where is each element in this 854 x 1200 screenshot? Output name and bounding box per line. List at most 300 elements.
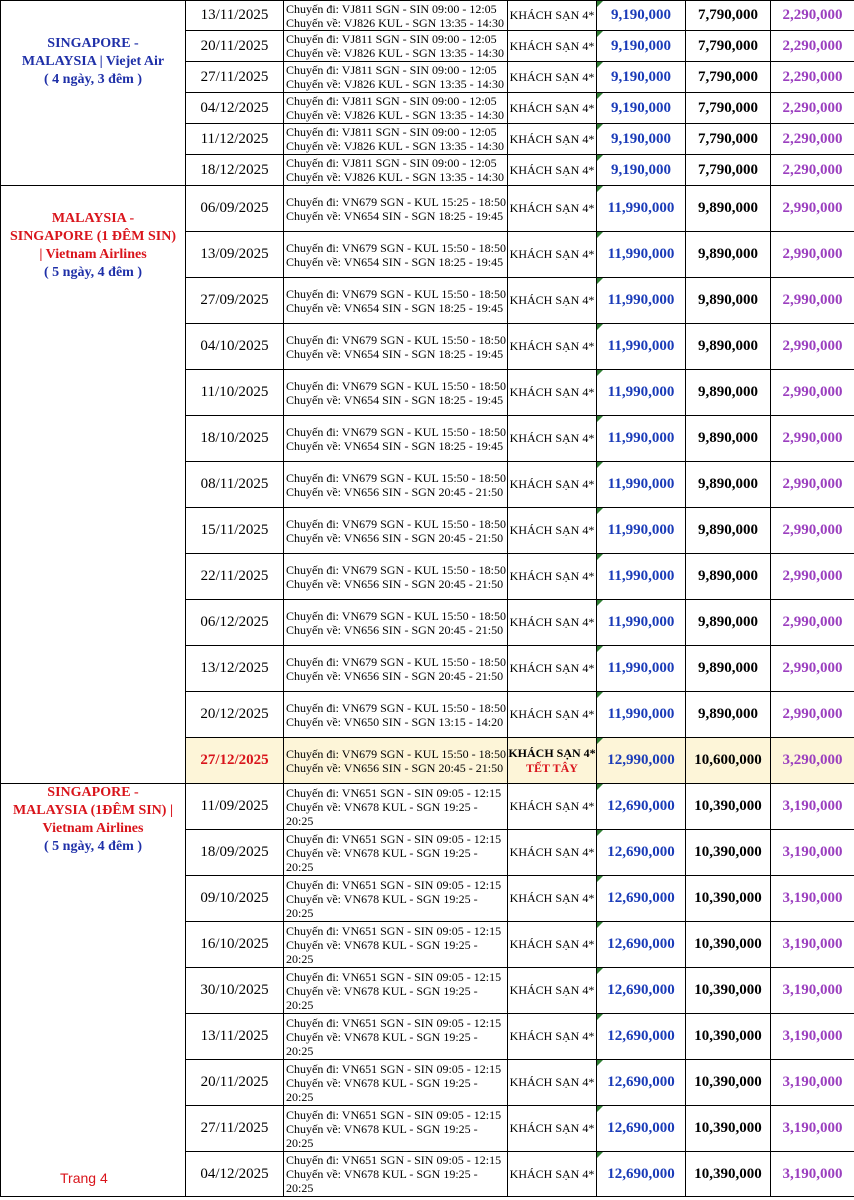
price-single-supplement: 2,990,000 xyxy=(771,324,854,370)
return-flight: Chuyến về: VN654 SIN - SGN 18:25 - 19:45 xyxy=(286,392,504,407)
tour-duration: ( 5 ngày, 4 đêm ) xyxy=(44,839,142,854)
departure-date: 11/12/2025 xyxy=(186,124,284,155)
departure-date: 04/12/2025 xyxy=(186,93,284,124)
return-flight: Chuyến về: VN656 SIN - SGN 20:45 - 21:50 xyxy=(286,576,504,591)
flight-info xyxy=(284,124,508,155)
price-single-supplement: 2,990,000 xyxy=(771,646,854,692)
return-flight-cont: 20:25 xyxy=(286,997,314,1012)
price-single-supplement: 2,290,000 xyxy=(771,31,854,62)
departure-date: 27/11/2025 xyxy=(186,62,284,93)
price-adult xyxy=(597,155,686,186)
hotel-label: KHÁCH SẠN 4* xyxy=(509,845,595,859)
price-adult xyxy=(597,738,686,784)
price-single-supplement: 3,190,000 xyxy=(771,922,854,968)
comment-marker-icon xyxy=(597,31,603,37)
hotel-label: KHÁCH SẠN 4* xyxy=(509,201,595,215)
price-single-supplement: 2,290,000 xyxy=(771,62,854,93)
return-flight: Chuyến về: VN678 KUL - SGN 19:25 - xyxy=(286,1029,478,1044)
price-single-supplement: 3,190,000 xyxy=(771,876,854,922)
hotel-label: KHÁCH SẠN 4* xyxy=(509,385,595,399)
comment-marker-icon xyxy=(597,155,603,161)
tour-name-line: SINGAPORE - xyxy=(47,36,139,51)
return-flight: Chuyến về: VN656 SIN - SGN 20:45 - 21:50 xyxy=(286,622,504,637)
price-adult-value: 9,190,000 xyxy=(611,130,671,147)
price-adult xyxy=(597,1014,686,1060)
price-adult xyxy=(597,1106,686,1152)
price-child: 9,890,000 xyxy=(686,646,771,692)
price-adult xyxy=(597,554,686,600)
price-adult xyxy=(597,186,686,232)
price-adult xyxy=(597,876,686,922)
comment-marker-icon xyxy=(597,600,603,606)
price-adult xyxy=(597,508,686,554)
price-adult-value: 12,690,000 xyxy=(607,1120,675,1136)
comment-marker-icon xyxy=(597,876,603,882)
return-flight: Chuyến về: VN654 SIN - SGN 18:25 - 19:45 xyxy=(286,254,504,269)
flight-info xyxy=(284,370,508,416)
price-child: 10,390,000 xyxy=(686,876,771,922)
return-flight: Chuyến về: VN678 KUL - SGN 19:25 - xyxy=(286,1121,478,1136)
hotel-class xyxy=(508,370,597,416)
tour-airline: | Vietnam Airlines xyxy=(39,247,147,262)
tour-airline: Vietnam Airlines xyxy=(42,821,144,836)
hotel-label: KHÁCH SẠN 4* xyxy=(509,8,595,22)
flight-info xyxy=(284,738,508,784)
price-adult xyxy=(597,31,686,62)
price-adult xyxy=(597,600,686,646)
hotel-class xyxy=(508,876,597,922)
flight-info xyxy=(284,462,508,508)
comment-marker-icon xyxy=(597,416,603,422)
price-adult xyxy=(597,232,686,278)
hotel-label: KHÁCH SẠN 4* xyxy=(509,1075,595,1089)
price-single-supplement: 3,190,000 xyxy=(771,830,854,876)
price-child: 10,390,000 xyxy=(686,1014,771,1060)
price-adult xyxy=(597,62,686,93)
price-child: 9,890,000 xyxy=(686,508,771,554)
price-single-supplement: 3,190,000 xyxy=(771,784,854,830)
flight-info xyxy=(284,1,508,31)
flight-info xyxy=(284,1106,508,1152)
outbound-flight: Chuyến đi: VN679 SGN - KUL 15:50 - 18:50 xyxy=(286,516,506,531)
departure-date: 18/09/2025 xyxy=(186,830,284,876)
comment-marker-icon xyxy=(597,324,603,330)
flight-info xyxy=(284,31,508,62)
price-child: 7,790,000 xyxy=(686,155,771,186)
price-child: 9,890,000 xyxy=(686,462,771,508)
hotel-class xyxy=(508,922,597,968)
tour-name-line: SINGAPORE - xyxy=(47,785,139,800)
return-flight: Chuyến về: VN678 KUL - SGN 19:25 - xyxy=(286,799,478,814)
outbound-flight: Chuyến đi: VN651 SGN - SIN 09:05 - 12:15 xyxy=(286,1061,502,1076)
price-child: 10,390,000 xyxy=(686,968,771,1014)
return-flight: Chuyến về: VJ826 KUL - SGN 13:35 - 14:30 xyxy=(286,139,504,153)
return-flight: Chuyến về: VN654 SIN - SGN 18:25 - 19:45 xyxy=(286,208,504,223)
flight-info xyxy=(284,600,508,646)
return-flight: Chuyến về: VN656 SIN - SGN 20:45 - 21:50 xyxy=(286,484,504,499)
price-single-supplement: 2,290,000 xyxy=(771,1,854,31)
flight-info xyxy=(284,784,508,830)
outbound-flight: Chuyến đi: VN679 SGN - KUL 15:50 - 18:50 xyxy=(286,746,506,761)
price-child: 10,600,000 xyxy=(686,738,771,784)
hotel-class xyxy=(508,31,597,62)
price-adult-value: 12,990,000 xyxy=(607,752,675,768)
return-flight: Chuyến về: VJ826 KUL - SGN 13:35 - 14:30 xyxy=(286,170,504,184)
hotel-label: KHÁCH SẠN 4* xyxy=(509,1121,595,1135)
comment-marker-icon xyxy=(597,830,603,836)
departure-date: 06/12/2025 xyxy=(186,600,284,646)
departure-date: 09/10/2025 xyxy=(186,876,284,922)
comment-marker-icon xyxy=(597,1152,603,1158)
outbound-flight: Chuyến đi: VJ811 SGN - SIN 09:00 - 12:05 xyxy=(286,32,497,46)
return-flight: Chuyến về: VJ826 KUL - SGN 13:35 - 14:30 xyxy=(286,15,504,30)
price-adult-value: 9,190,000 xyxy=(611,161,671,178)
tour-name-line: MALAYSIA - xyxy=(51,211,135,226)
comment-marker-icon xyxy=(597,93,603,99)
price-adult-value: 9,190,000 xyxy=(611,99,671,116)
outbound-flight: Chuyến đi: VN679 SGN - KUL 15:50 - 18:50 xyxy=(286,562,506,577)
price-adult-value: 12,690,000 xyxy=(607,1028,675,1044)
hotel-label: KHÁCH SẠN 4* xyxy=(509,799,595,813)
price-adult-value: 9,190,000 xyxy=(611,7,671,23)
page-number: Trang 4 xyxy=(60,1170,108,1186)
flight-info xyxy=(284,554,508,600)
outbound-flight: Chuyến đi: VN679 SGN - KUL 15:50 - 18:50 xyxy=(286,470,506,485)
outbound-flight: Chuyến đi: VN651 SGN - SIN 09:05 - 12:15 xyxy=(286,1015,502,1030)
return-flight-cont: 20:25 xyxy=(286,905,314,920)
hotel-label: KHÁCH SẠN 4* xyxy=(509,100,595,115)
departure-date: 22/11/2025 xyxy=(186,554,284,600)
hotel-class xyxy=(508,93,597,124)
price-single-supplement: 2,290,000 xyxy=(771,124,854,155)
hotel-label: KHÁCH SẠN 4* xyxy=(509,1166,595,1181)
comment-marker-icon xyxy=(597,922,603,928)
price-single-supplement: 2,990,000 xyxy=(771,692,854,738)
outbound-flight: Chuyến đi: VJ811 SGN - SIN 09:00 - 12:05 xyxy=(286,94,497,108)
return-flight: Chuyến về: VJ826 KUL - SGN 13:35 - 14:30 xyxy=(286,108,504,122)
price-single-supplement: 2,990,000 xyxy=(771,508,854,554)
outbound-flight: Chuyến đi: VJ811 SGN - SIN 09:00 - 12:05 xyxy=(286,63,497,77)
tour-name-line: MALAYSIA | Viejet Air xyxy=(21,54,165,69)
flight-info xyxy=(284,922,508,968)
price-single-supplement: 2,290,000 xyxy=(771,155,854,186)
return-flight: Chuyến về: VN656 SIN - SGN 20:45 - 21:50 xyxy=(286,668,504,683)
flight-info xyxy=(284,278,508,324)
outbound-flight: Chuyến đi: VN651 SGN - SIN 09:05 - 12:15 xyxy=(286,1107,502,1122)
hotel-class xyxy=(508,324,597,370)
price-child: 10,390,000 xyxy=(686,1060,771,1106)
outbound-flight: Chuyến đi: VN651 SGN - SIN 09:05 - 12:15 xyxy=(286,831,502,846)
return-flight-cont: 20:25 xyxy=(286,859,314,874)
return-flight: Chuyến về: VN656 SIN - SGN 20:45 - 21:50 xyxy=(286,760,504,775)
price-adult-value: 11,990,000 xyxy=(607,430,675,446)
price-single-supplement: 2,990,000 xyxy=(771,186,854,232)
return-flight-cont: 20:25 xyxy=(286,1043,314,1058)
price-adult xyxy=(597,93,686,124)
price-single-supplement: 2,990,000 xyxy=(771,232,854,278)
price-adult-value: 12,690,000 xyxy=(607,982,675,998)
comment-marker-icon xyxy=(597,508,603,514)
price-adult-value: 11,990,000 xyxy=(607,384,675,400)
outbound-flight: Chuyến đi: VN679 SGN - KUL 15:50 - 18:50 xyxy=(286,608,506,623)
flight-info xyxy=(284,186,508,232)
outbound-flight: Chuyến đi: VJ811 SGN - SIN 09:00 - 12:05 xyxy=(286,125,497,139)
comment-marker-icon xyxy=(597,1014,603,1020)
departure-date: 27/12/2025 xyxy=(186,738,284,784)
price-child: 10,390,000 xyxy=(686,922,771,968)
price-adult-value: 11,990,000 xyxy=(607,200,675,216)
hotel-label: KHÁCH SẠN 4* xyxy=(509,477,595,491)
flight-info xyxy=(284,1152,508,1197)
return-flight-cont: 20:25 xyxy=(286,813,314,828)
return-flight: Chuyến về: VJ826 KUL - SGN 13:35 - 14:30 xyxy=(286,77,504,91)
price-adult xyxy=(597,830,686,876)
return-flight: Chuyến về: VN656 SIN - SGN 20:45 - 21:50 xyxy=(286,530,504,545)
return-flight-cont: 20:25 xyxy=(286,951,314,966)
price-child: 9,890,000 xyxy=(686,554,771,600)
departure-date: 11/09/2025 xyxy=(186,784,284,830)
price-child: 9,890,000 xyxy=(686,324,771,370)
hotel-class xyxy=(508,186,597,232)
return-flight-cont: 20:25 xyxy=(286,1181,314,1195)
price-single-supplement: 3,290,000 xyxy=(771,738,854,784)
hotel-class xyxy=(508,508,597,554)
price-child: 9,890,000 xyxy=(686,278,771,324)
tour-duration: ( 5 ngày, 4 đêm ) xyxy=(44,265,142,280)
price-child: 7,790,000 xyxy=(686,124,771,155)
comment-marker-icon xyxy=(597,186,603,192)
price-adult-value: 11,990,000 xyxy=(607,246,675,262)
price-child: 10,390,000 xyxy=(686,1106,771,1152)
price-single-supplement: 3,190,000 xyxy=(771,968,854,1014)
hotel-class xyxy=(508,278,597,324)
comment-marker-icon xyxy=(597,370,603,376)
price-adult-value: 12,690,000 xyxy=(607,890,675,906)
tour-name-line: MALAYSIA (1ĐÊM SIN) | xyxy=(12,803,174,818)
tour-name-cell xyxy=(1,784,186,1197)
price-adult-value: 11,990,000 xyxy=(607,476,675,492)
departure-date: 16/10/2025 xyxy=(186,922,284,968)
hotel-class xyxy=(508,600,597,646)
price-child: 7,790,000 xyxy=(686,93,771,124)
price-adult xyxy=(597,1152,686,1197)
price-adult-value: 11,990,000 xyxy=(607,706,675,722)
hotel-label: KHÁCH SẠN 4* xyxy=(509,707,595,721)
hotel-label: KHÁCH SẠN 4* xyxy=(509,38,595,53)
price-adult xyxy=(597,692,686,738)
hotel-label: KHÁCH SẠN 4* xyxy=(509,247,595,261)
outbound-flight: Chuyến đi: VN651 SGN - SIN 09:05 - 12:15 xyxy=(286,1153,502,1167)
price-single-supplement: 2,290,000 xyxy=(771,93,854,124)
price-adult xyxy=(597,922,686,968)
outbound-flight: Chuyến đi: VN679 SGN - KUL 15:50 - 18:50 xyxy=(286,378,506,393)
hotel-class xyxy=(508,62,597,93)
price-single-supplement: 2,990,000 xyxy=(771,370,854,416)
price-single-supplement: 2,990,000 xyxy=(771,462,854,508)
hotel-label: KHÁCH SẠN 4* xyxy=(509,937,595,951)
hotel-class xyxy=(508,1106,597,1152)
hotel-class xyxy=(508,968,597,1014)
flight-info xyxy=(284,968,508,1014)
price-child: 9,890,000 xyxy=(686,692,771,738)
hotel-class xyxy=(508,1152,597,1197)
departure-date: 13/12/2025 xyxy=(186,646,284,692)
table-row xyxy=(1,1,854,31)
outbound-flight: Chuyến đi: VN651 SGN - SIN 09:05 - 12:15 xyxy=(286,785,502,800)
flight-info xyxy=(284,1014,508,1060)
price-child: 9,890,000 xyxy=(686,232,771,278)
hotel-label: KHÁCH SẠN 4* xyxy=(509,569,595,583)
flight-info xyxy=(284,62,508,93)
return-flight: Chuyến về: VN678 KUL - SGN 19:25 - xyxy=(286,937,478,952)
return-flight: Chuyến về: VN654 SIN - SGN 18:25 - 19:45 xyxy=(286,346,504,361)
departure-date: 30/10/2025 xyxy=(186,968,284,1014)
hotel-label: KHÁCH SẠN 4* xyxy=(509,339,595,353)
comment-marker-icon xyxy=(597,462,603,468)
price-child: 9,890,000 xyxy=(686,370,771,416)
price-single-supplement: 2,990,000 xyxy=(771,416,854,462)
hotel-label: KHÁCH SẠN 4* xyxy=(509,431,595,445)
flight-info xyxy=(284,232,508,278)
comment-marker-icon xyxy=(597,968,603,974)
hotel-class xyxy=(508,1014,597,1060)
comment-marker-icon xyxy=(597,646,603,652)
price-single-supplement: 3,190,000 xyxy=(771,1060,854,1106)
hotel-class xyxy=(508,830,597,876)
comment-marker-icon xyxy=(597,1106,603,1112)
hotel-class xyxy=(508,692,597,738)
flight-info xyxy=(284,155,508,186)
outbound-flight: Chuyến đi: VN679 SGN - KUL 15:50 - 18:50 xyxy=(286,286,506,301)
price-adult xyxy=(597,278,686,324)
departure-date: 18/12/2025 xyxy=(186,155,284,186)
hotel-label: KHÁCH SẠN 4* xyxy=(509,891,595,905)
outbound-flight: Chuyến đi: VN679 SGN - KUL 15:25 - 18:50 xyxy=(286,194,506,209)
outbound-flight: Chuyến đi: VN679 SGN - KUL 15:50 - 18:50 xyxy=(286,700,506,715)
departure-date: 11/10/2025 xyxy=(186,370,284,416)
comment-marker-icon xyxy=(597,554,603,560)
flight-info xyxy=(284,324,508,370)
departure-date: 20/11/2025 xyxy=(186,31,284,62)
price-adult-value: 12,690,000 xyxy=(607,1074,675,1090)
hotel-class xyxy=(508,554,597,600)
flight-info xyxy=(284,1060,508,1106)
price-single-supplement: 2,990,000 xyxy=(771,600,854,646)
tour-name-cell xyxy=(1,1,186,186)
departure-date: 08/11/2025 xyxy=(186,462,284,508)
outbound-flight: Chuyến đi: VN679 SGN - KUL 15:50 - 18:50 xyxy=(286,424,506,439)
comment-marker-icon xyxy=(597,62,603,68)
price-single-supplement: 2,990,000 xyxy=(771,278,854,324)
return-flight: Chuyến về: VN650 SIN - SGN 13:15 - 14:20 xyxy=(286,714,504,729)
price-adult-value: 9,190,000 xyxy=(611,68,671,85)
price-child: 10,390,000 xyxy=(686,830,771,876)
hotel-class xyxy=(508,784,597,830)
comment-marker-icon xyxy=(597,784,603,790)
outbound-flight: Chuyến đi: VN679 SGN - KUL 15:50 - 18:50 xyxy=(286,654,506,669)
hotel-label: KHÁCH SẠN 4* xyxy=(509,983,595,997)
price-adult xyxy=(597,1,686,31)
flight-info xyxy=(284,416,508,462)
outbound-flight: Chuyến đi: VN679 SGN - KUL 15:50 - 18:50 xyxy=(286,332,506,347)
price-child: 9,890,000 xyxy=(686,600,771,646)
hotel-class xyxy=(508,155,597,186)
price-single-supplement: 3,190,000 xyxy=(771,1014,854,1060)
price-adult xyxy=(597,370,686,416)
hotel-class xyxy=(508,646,597,692)
price-single-supplement: 3,190,000 xyxy=(771,1152,854,1197)
price-single-supplement: 2,990,000 xyxy=(771,554,854,600)
hotel-label: KHÁCH SẠN 4* xyxy=(509,615,595,629)
flight-info xyxy=(284,646,508,692)
price-child: 9,890,000 xyxy=(686,186,771,232)
comment-marker-icon xyxy=(597,232,603,238)
tour-name-line: SINGAPORE (1 ĐÊM SIN) xyxy=(9,229,177,244)
hotel-class xyxy=(508,462,597,508)
comment-marker-icon xyxy=(597,1,603,7)
return-flight: Chuyến về: VN654 SIN - SGN 18:25 - 19:45 xyxy=(286,438,504,453)
hotel-label: KHÁCH SẠN 4* xyxy=(509,1029,595,1043)
return-flight-cont: 20:25 xyxy=(286,1135,314,1150)
return-flight: Chuyến về: VN678 KUL - SGN 19:25 - xyxy=(286,845,478,860)
holiday-note: TẾT TÂY xyxy=(526,760,578,775)
price-adult xyxy=(597,462,686,508)
departure-date: 13/11/2025 xyxy=(186,1014,284,1060)
return-flight-cont: 20:25 xyxy=(286,1089,314,1104)
return-flight: Chuyến về: VN678 KUL - SGN 19:25 - xyxy=(286,983,478,998)
price-adult xyxy=(597,968,686,1014)
hotel-class xyxy=(508,738,597,784)
price-child: 10,390,000 xyxy=(686,784,771,830)
outbound-flight: Chuyến đi: VN651 SGN - SIN 09:05 - 12:15 xyxy=(286,877,502,892)
return-flight: Chuyến về: VJ826 KUL - SGN 13:35 - 14:30 xyxy=(286,46,504,60)
price-adult-value: 12,690,000 xyxy=(607,1165,675,1182)
price-single-supplement: 3,190,000 xyxy=(771,1106,854,1152)
departure-date: 18/10/2025 xyxy=(186,416,284,462)
price-adult-value: 12,690,000 xyxy=(607,936,675,952)
hotel-class xyxy=(508,232,597,278)
price-adult-value: 12,690,000 xyxy=(607,844,675,860)
price-adult-value: 12,690,000 xyxy=(607,798,675,814)
price-adult-value: 11,990,000 xyxy=(607,568,675,584)
departure-date: 13/09/2025 xyxy=(186,232,284,278)
comment-marker-icon xyxy=(597,738,603,744)
tour-name-cell xyxy=(1,186,186,784)
hotel-label: KHÁCH SẠN 4* xyxy=(509,293,595,307)
departure-date: 06/09/2025 xyxy=(186,186,284,232)
outbound-flight: Chuyến đi: VJ811 SGN - SIN 09:00 - 12:05 xyxy=(286,156,497,170)
departure-date: 20/11/2025 xyxy=(186,1060,284,1106)
outbound-flight: Chuyến đi: VN679 SGN - KUL 15:50 - 18:50 xyxy=(286,240,506,255)
outbound-flight: Chuyến đi: VN651 SGN - SIN 09:05 - 12:15 xyxy=(286,923,502,938)
price-adult-value: 11,990,000 xyxy=(607,522,675,538)
comment-marker-icon xyxy=(597,1060,603,1066)
table-row xyxy=(1,186,854,232)
hotel-label: KHÁCH SẠN 4* xyxy=(509,661,595,675)
hotel-label: KHÁCH SẠN 4* xyxy=(509,131,595,146)
price-child: 7,790,000 xyxy=(686,62,771,93)
return-flight: Chuyến về: VN654 SIN - SGN 18:25 - 19:45 xyxy=(286,300,504,315)
price-adult-value: 11,990,000 xyxy=(607,292,675,308)
price-adult xyxy=(597,784,686,830)
outbound-flight: Chuyến đi: VN651 SGN - SIN 09:05 - 12:15 xyxy=(286,969,502,984)
return-flight: Chuyến về: VN678 KUL - SGN 19:25 - xyxy=(286,1167,478,1181)
departure-date: 04/10/2025 xyxy=(186,324,284,370)
price-child: 9,890,000 xyxy=(686,416,771,462)
price-child: 7,790,000 xyxy=(686,31,771,62)
flight-info xyxy=(284,692,508,738)
comment-marker-icon xyxy=(597,124,603,130)
